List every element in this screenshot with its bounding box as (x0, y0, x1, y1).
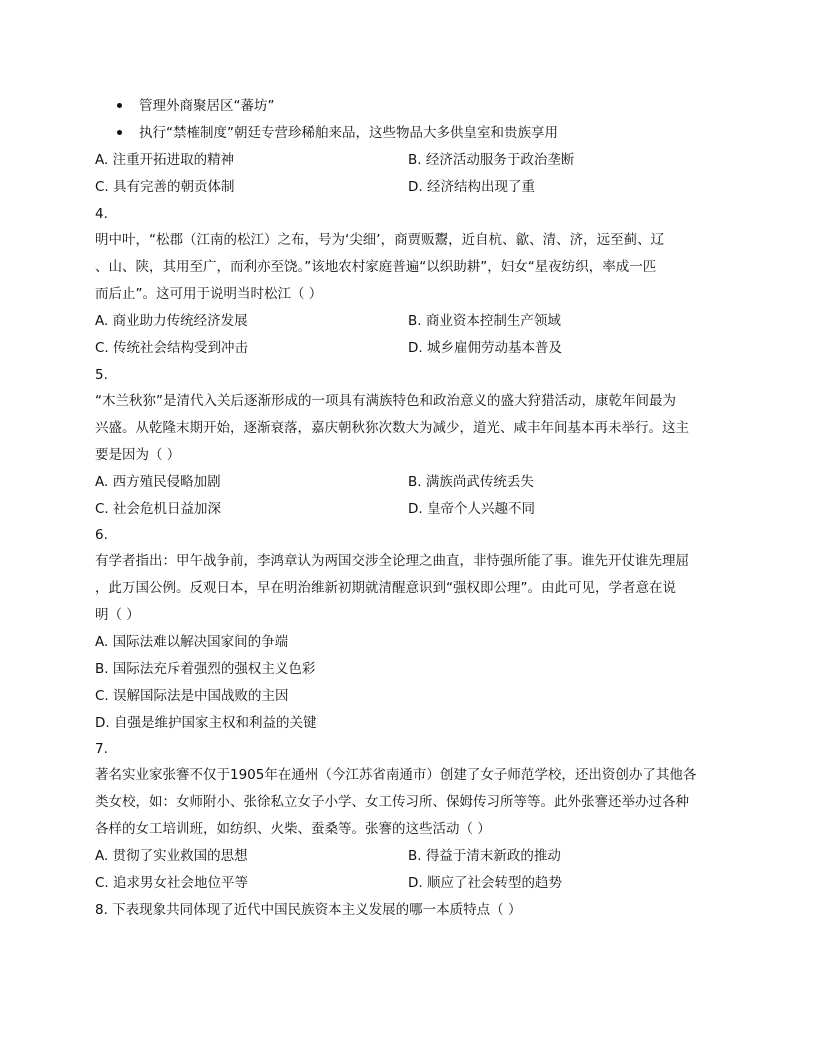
q6-option-b: B. 国际法充斥着强烈的强权主义色彩 (95, 661, 316, 677)
bullet-dot-icon (117, 130, 122, 135)
bullet-item (117, 123, 558, 143)
bullet-text: 执行“禁榷制度”朝廷专营珍稀舶来品，这些物品大多供皇室和贵族享用 (139, 125, 558, 141)
q6-option-d: D. 自强是维护国家主权和利益的关键 (95, 715, 317, 731)
q5-option-d: D. 皇帝个人兴趣不同 (408, 501, 535, 517)
q8-stem-line: 8. 下表现象共同体现了近代中国民族资本主义发展的哪一本质特点（ ） (95, 902, 522, 918)
q6-option-a: A. 国际法难以解决国家间的争端 (95, 634, 289, 650)
q4-stem-line: 而后止”。这可用于说明当时松江（ ） (95, 286, 323, 302)
q7-option-d: D. 顺应了社会转型的趋势 (408, 875, 562, 891)
bullet-dot-icon (117, 103, 122, 108)
q4-number: 4. (95, 206, 108, 222)
q6-option-c: C. 误解国际法是中国战败的主因 (95, 688, 289, 704)
q5-stem-line: “木兰秋狝”是清代入关后逐渐形成的一项具有满族特色和政治意义的盛大狩猎活动，康乾年间最为 (95, 393, 676, 409)
q7-option-c: C. 追求男女社会地位平等 (95, 875, 249, 891)
q5-option-a: A. 西方殖民侵略加剧 (95, 474, 221, 490)
q3-option-d: D. 经济结构出现了重 (408, 179, 535, 195)
q4-option-a: A. 商业助力传统经济发展 (95, 313, 248, 329)
q5-option-c: C. 社会危机日益加深 (95, 501, 222, 517)
q7-stem-line: 类女校，如：女师附小、张徐私立女子小学、女工传习所、保姆传习所等等。此外张謇还举办过各种 (95, 794, 689, 810)
q7-option-a: A. 贯彻了实业救国的思想 (95, 848, 248, 864)
q5-option-b: B. 满族尚武传统丢失 (408, 474, 534, 490)
q4-option-b: B. 商业资本控制生产领域 (408, 313, 561, 329)
q5-stem-line: 兴盛。从乾隆末期开始，逐渐衰落，嘉庆朝秋狝次数大为减少，道光、咸丰年间基本再未举行。这主 (95, 420, 689, 436)
q5-number: 5. (95, 367, 108, 383)
q7-option-b: B. 得益于清末新政的推动 (408, 848, 561, 864)
q7-number: 7. (95, 741, 108, 757)
q6-number: 6. (95, 527, 108, 543)
q6-stem-line: ，此万国公例。反观日本，早在明治维新初期就清醒意识到“强权即公理”。由此可见，学者意在说 (95, 580, 676, 596)
q4-option-c: C. 传统社会结构受到冲击 (95, 340, 249, 356)
q3-option-b: B. 经济活动服务于政治垄断 (408, 152, 575, 168)
q3-option-c: C. 具有完善的朝贡体制 (95, 179, 235, 195)
q4-stem-line: 、山、陕，其用至广，而利亦至饶。”该地农村家庭普遍“以织助耕”，妇女“星夜纺织，率成一匹 (95, 259, 657, 275)
q6-stem-line: 有学者指出：甲午战争前，李鸿章认为两国交涉全论理之曲直，非恃强所能了事。谁先开仗谁先理屈 (95, 553, 689, 569)
q7-stem-line: 各样的女工培训班，如纺织、火柴、蚕桑等。张謇的这些活动（ ） (95, 821, 491, 837)
q4-option-d: D. 城乡雇佣劳动基本普及 (408, 340, 562, 356)
q3-option-a: A. 注重开拓进取的精神 (95, 152, 235, 168)
q6-stem-line: 明（ ） (95, 607, 140, 623)
bullet-text: 管理外商聚居区“蕃坊” (139, 98, 275, 114)
q5-stem-line: 要是因为（ ） (95, 447, 181, 463)
q7-stem-line: 著名实业家张謇不仅于1905年在通州（今江苏省南通市）创建了女子师范学校，还出资创办了其他各 (95, 767, 697, 783)
bullet-item (117, 96, 275, 116)
q4-stem-line: 明中叶，“松郡（江南的松江）之布，号为‘尖细’，商贾贩鬻，近自杭、歙、清、济，远至蓟、辽 (95, 232, 665, 248)
